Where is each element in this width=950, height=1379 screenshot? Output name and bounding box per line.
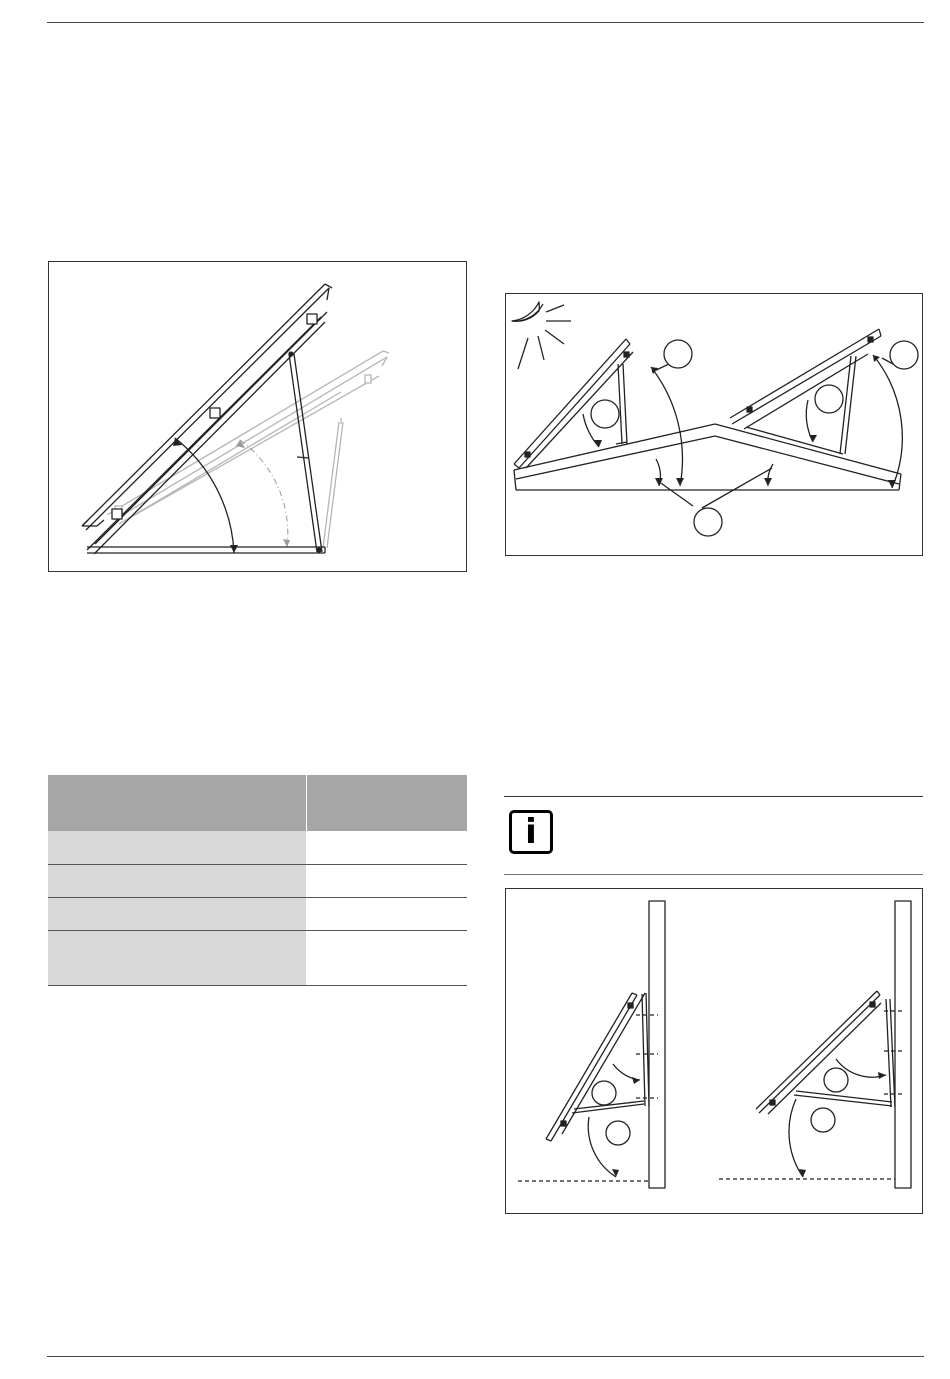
table-cell [306, 930, 467, 985]
frame-tilt-figure [48, 261, 467, 572]
callout-circle [591, 400, 619, 428]
wall-mount-drawing [506, 889, 924, 1215]
wall-mount-figure [505, 888, 923, 1214]
table-row [48, 864, 467, 897]
spec-table [48, 775, 467, 986]
table-header-cell [306, 775, 467, 831]
roof-mount-figure [505, 293, 923, 556]
table-header-cell [48, 775, 306, 831]
callout-circle [890, 341, 918, 369]
table-cell [48, 831, 306, 864]
callout-circle [664, 340, 692, 368]
table-cell [48, 930, 306, 985]
callout-circle [694, 508, 722, 536]
callout-circle [592, 1081, 616, 1105]
header-rule [47, 22, 924, 23]
frame-tilt-drawing [49, 262, 468, 573]
callout-circle [815, 385, 843, 413]
info-note [504, 796, 923, 875]
footer-rule [47, 1356, 924, 1357]
table-cell [48, 864, 306, 897]
table-row [48, 831, 467, 864]
callout-circle [606, 1121, 630, 1145]
roof-mount-drawing [506, 294, 924, 557]
sun-icon [512, 302, 571, 369]
table-row [48, 897, 467, 930]
table-cell [306, 864, 467, 897]
info-icon: i [509, 810, 553, 854]
table-cell [306, 897, 467, 930]
callout-circle [824, 1068, 848, 1092]
table-cell [48, 897, 306, 930]
table-cell [306, 831, 467, 864]
ghost-frame-position [107, 351, 389, 548]
table-header-row [48, 775, 467, 831]
table-row [48, 930, 467, 985]
callout-circle [811, 1108, 835, 1132]
